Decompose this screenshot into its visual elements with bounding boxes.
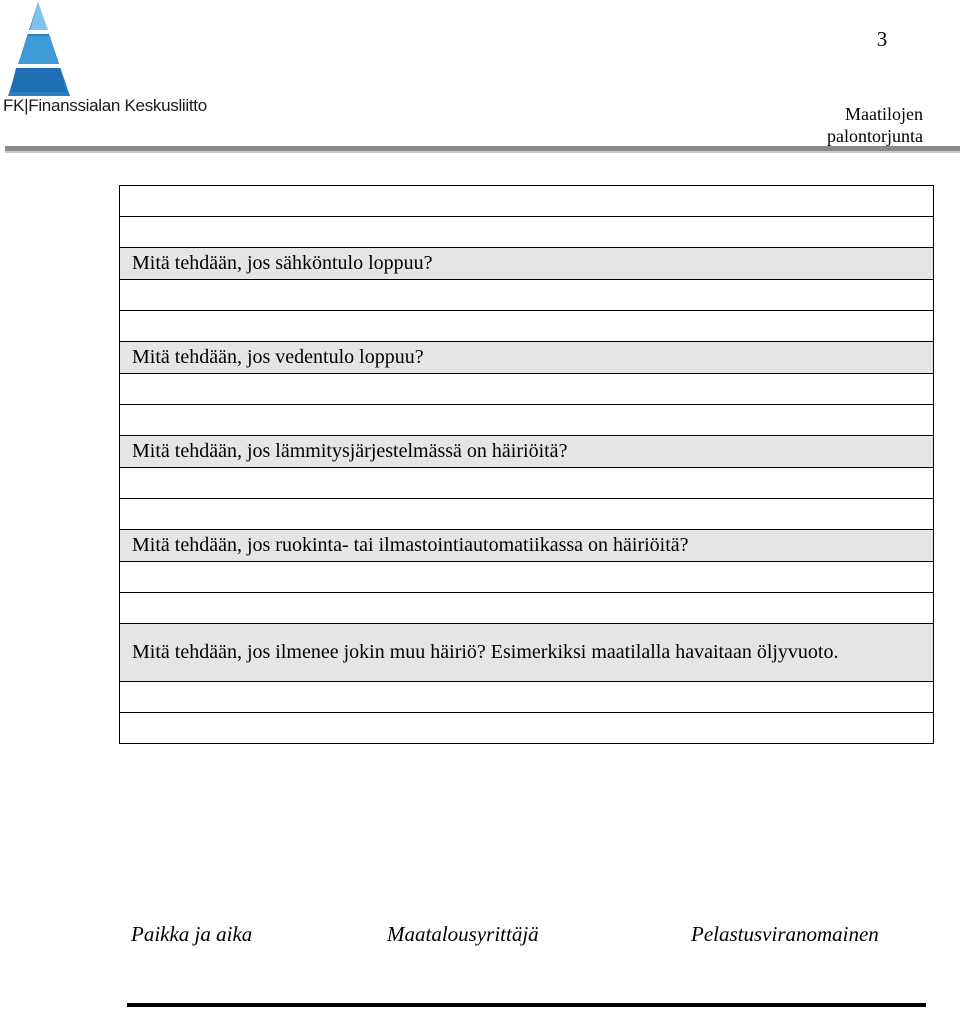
- fk-logo-icon: [0, 0, 80, 98]
- answer-row: [120, 562, 934, 593]
- answer-row: [120, 499, 934, 530]
- disruption-plan-form: [119, 185, 934, 744]
- question-text: Mitä tehdään, jos sähköntulo loppuu?: [120, 248, 934, 280]
- document-title-line1: Maatilojen: [845, 104, 923, 124]
- answer-field[interactable]: [120, 499, 934, 530]
- signature-label-farmer: Maatalousyrittäjä: [387, 922, 539, 946]
- answer-row: [120, 468, 934, 499]
- signature-line: [127, 1003, 926, 1007]
- logo: [0, 0, 207, 125]
- signature-label-rescue-authority: Pelastusviranomainen: [691, 922, 879, 946]
- answer-field[interactable]: [120, 311, 934, 342]
- question-text: Mitä tehdään, jos ruokinta- tai ilmastointiautomatiikassa on häiriöitä?: [120, 530, 934, 562]
- answer-field[interactable]: [120, 468, 934, 499]
- question-text: Mitä tehdään, jos ilmenee jokin muu häiriö? Esimerkiksi maatilalla havaitaan öljyvuoto.: [120, 624, 934, 682]
- answer-field[interactable]: [120, 562, 934, 593]
- logo-text: FK|Finanssialan Keskusliitto: [3, 96, 207, 115]
- answer-row: [120, 217, 934, 248]
- answer-field[interactable]: [120, 374, 934, 405]
- answer-row: [120, 311, 934, 342]
- question-text: Mitä tehdään, jos vedentulo loppuu?: [120, 342, 934, 374]
- question-row: [120, 248, 934, 280]
- answer-field[interactable]: [120, 280, 934, 311]
- answer-row: [120, 593, 934, 624]
- answer-row: [120, 682, 934, 713]
- answer-row: [120, 374, 934, 405]
- document-title: [763, 103, 923, 147]
- answer-row: [120, 280, 934, 311]
- question-text: Mitä tehdään, jos lämmitysjärjestelmässä on häiriöitä?: [120, 436, 934, 468]
- answer-field[interactable]: [120, 217, 934, 248]
- answer-row: [120, 186, 934, 217]
- answer-field[interactable]: [120, 405, 934, 436]
- answer-row: [120, 713, 934, 744]
- question-row: [120, 624, 934, 682]
- question-row: [120, 342, 934, 374]
- answer-field[interactable]: [120, 593, 934, 624]
- answer-row: [120, 405, 934, 436]
- question-row: [120, 436, 934, 468]
- answer-field[interactable]: [120, 713, 934, 744]
- answer-field[interactable]: [120, 186, 934, 217]
- answer-field[interactable]: [120, 682, 934, 713]
- question-row: [120, 530, 934, 562]
- document-title-line2: palontorjunta: [827, 126, 923, 146]
- header-rule-shadow: [5, 151, 960, 153]
- signature-label-place-time: Paikka ja aika: [131, 922, 253, 946]
- page-number: 3: [876, 27, 888, 51]
